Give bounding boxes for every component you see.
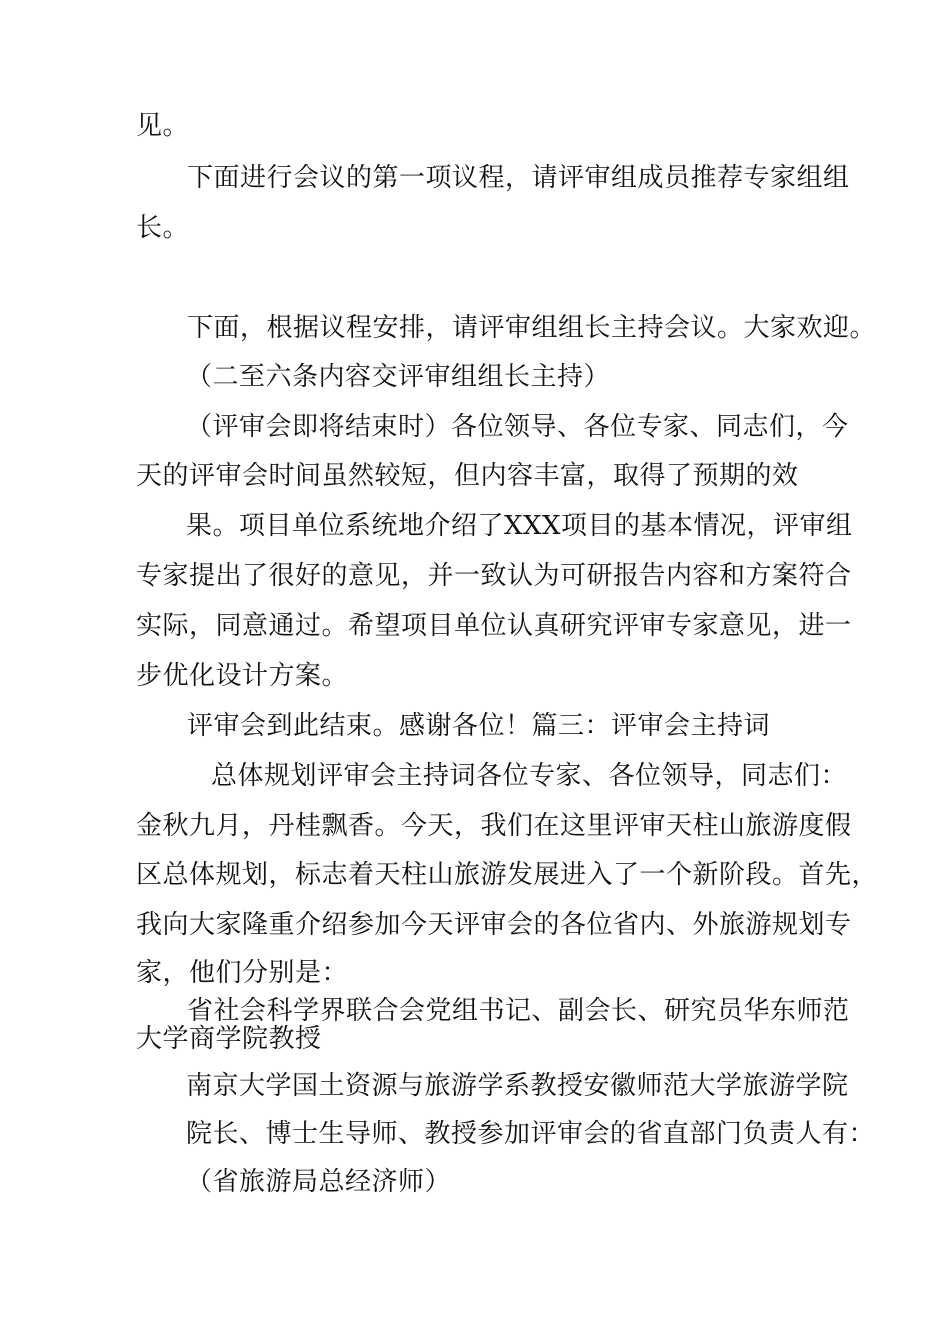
text-line: 见。 [136, 111, 190, 141]
text-line: 金秋九月，丹桂飘香。今天，我们在这里评审天柱山旅游度假 [136, 811, 852, 841]
text-line: 下面，根据议程安排，请评审组组长主持会议。大家欢迎。 [187, 313, 877, 343]
text-line: （评审会即将结束时）各位领导、各位专家、同志们，今 [186, 412, 849, 442]
text-line: 长。 [136, 213, 190, 243]
text-line: 南京大学国土资源与旅游学系教授安徽师范大学旅游学院 [186, 1071, 849, 1101]
text-line: 我向大家隆重介绍参加今天评审会的各位省内、外旅游规划专 [136, 910, 852, 940]
text-line: 院长、博士生导师、教授参加评审会的省直部门负责人有： [186, 1119, 876, 1149]
text-line: 实际，同意通过。希望项目单位认真研究评审专家意见，进一 [136, 611, 852, 641]
text-line: （省旅游局总经济师） [186, 1167, 452, 1197]
text-line: （二至六条内容交评审组组长主持） [186, 362, 611, 392]
text-line: 大学商学院教授 [136, 1024, 322, 1054]
text-line: 步优化设计方案。 [136, 661, 349, 691]
text-line: 天的评审会时间虽然较短，但内容丰富，取得了预期的效 [136, 461, 799, 491]
text-line: 总体规划评审会主持词各位专家、各位领导，同志们： [211, 761, 848, 791]
text-line: 专家提出了很好的意见，并一致认为可研报告内容和方案符合 [136, 561, 852, 591]
text-line: 省社会科学界联合会党组书记、副会长、研究员华东师范 [187, 996, 850, 1026]
text-line: 下面进行会议的第一项议程，请评审组成员推荐专家组组 [187, 163, 850, 193]
text-line: 家，他们分别是： [136, 958, 349, 988]
text-line: 果。项目单位系统地介绍了XXX项目的基本情况，评审组 [186, 511, 853, 541]
text-line: 评审会到此结束。感谢各位！篇三：评审会主持词 [187, 711, 771, 741]
text-line: 区总体规划，标志着天柱山旅游发展进入了一个新阶段。首先， [136, 860, 879, 890]
